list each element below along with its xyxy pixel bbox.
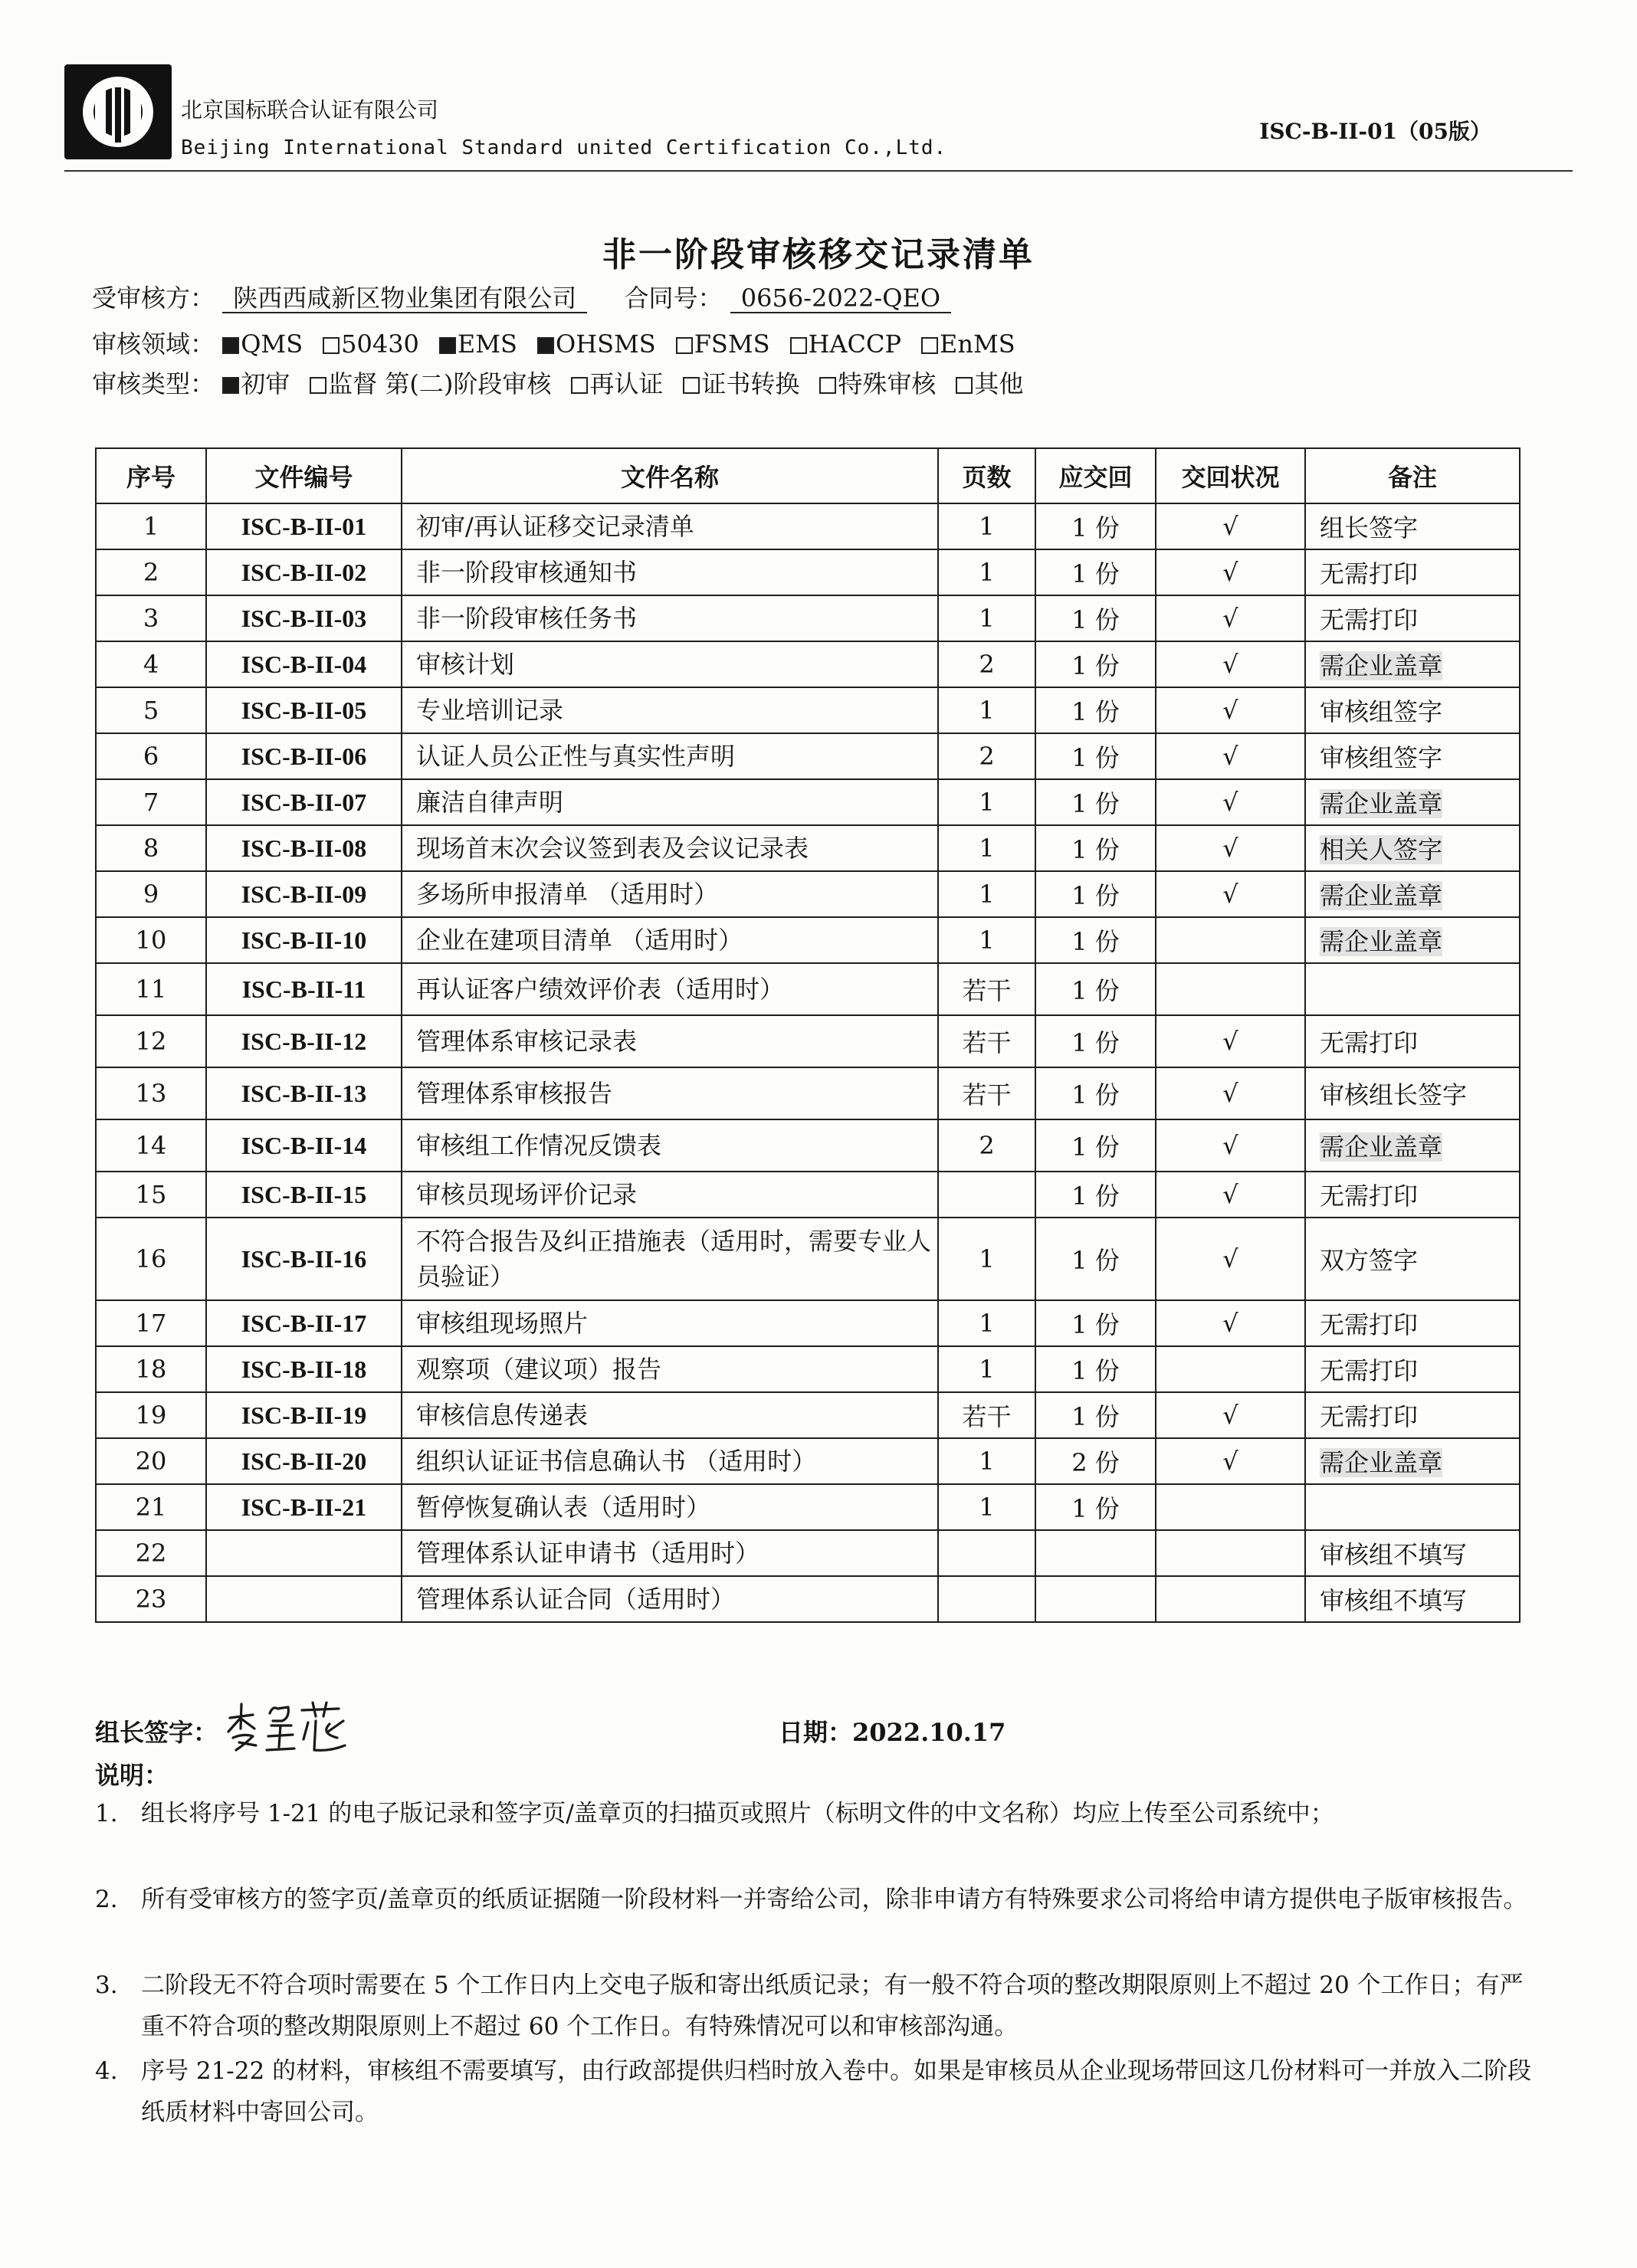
handwritten-signature bbox=[222, 1695, 360, 1756]
company-name-en: Beijing International Standard united Certification Co.,Ltd. bbox=[181, 136, 947, 159]
cell-note bbox=[1305, 1119, 1520, 1172]
cell-name: 观察项（建议项）报告 bbox=[402, 1346, 938, 1392]
audit-type-line bbox=[92, 365, 1043, 400]
audit-type-label: 审核类型： bbox=[92, 369, 215, 398]
cell-no: 7 bbox=[96, 779, 206, 825]
cell-note: 无需打印 bbox=[1305, 1300, 1520, 1346]
cell-copies: 1 份 bbox=[1035, 1484, 1156, 1530]
cell-name: 审核计划 bbox=[402, 641, 938, 687]
cell-no: 9 bbox=[96, 871, 206, 917]
audit-type-option-label: 初审 bbox=[241, 369, 290, 398]
cell-copies: 1 份 bbox=[1035, 1218, 1156, 1300]
cell-name: 廉洁自律声明 bbox=[402, 779, 938, 825]
cell-pages: 1 bbox=[938, 871, 1035, 917]
table-row bbox=[96, 1484, 1520, 1530]
cell-copies: 1 份 bbox=[1035, 549, 1156, 595]
cell-status: √ bbox=[1156, 871, 1305, 917]
cell-code: ISC-B-II-06 bbox=[206, 733, 402, 779]
cell-pages: 1 bbox=[938, 1300, 1035, 1346]
table-row bbox=[96, 1119, 1520, 1172]
cell-pages: 1 bbox=[938, 1218, 1035, 1300]
cell-code: ISC-B-II-11 bbox=[206, 963, 402, 1015]
cell-no: 12 bbox=[96, 1015, 206, 1067]
cell-name: 审核信息传递表 bbox=[402, 1392, 938, 1438]
note-text: 需企业盖章 bbox=[1320, 927, 1443, 956]
unchecked-box-icon[interactable] bbox=[683, 377, 700, 394]
note-text: 需企业盖章 bbox=[1320, 881, 1443, 910]
auditee-label: 受审核方： bbox=[92, 284, 215, 313]
cell-no: 18 bbox=[96, 1346, 206, 1392]
cell-name: 认证人员公正性与真实性声明 bbox=[402, 733, 938, 779]
cell-name: 管理体系审核记录表 bbox=[402, 1015, 938, 1067]
cell-code bbox=[206, 1576, 402, 1622]
cell-code: ISC-B-II-05 bbox=[206, 687, 402, 733]
cell-name: 不符合报告及纠正措施表（适用时，需要专业人员验证） bbox=[402, 1218, 938, 1300]
contract-value: 0656-2022-QEO bbox=[730, 285, 951, 313]
cell-code: ISC-B-II-01 bbox=[206, 503, 402, 549]
page-title: 非一阶段审核移交记录清单 bbox=[602, 235, 1035, 274]
cell-name: 再认证客户绩效评价表（适用时） bbox=[402, 963, 938, 1015]
cell-pages bbox=[938, 1576, 1035, 1622]
cell-status: √ bbox=[1156, 1119, 1305, 1172]
note-text: 需企业盖章 bbox=[1320, 1132, 1443, 1162]
cell-note bbox=[1305, 1484, 1520, 1530]
note-text: 相关人签字 bbox=[1320, 835, 1443, 864]
cell-code: ISC-B-II-08 bbox=[206, 825, 402, 871]
unchecked-box-icon[interactable] bbox=[310, 377, 326, 394]
cell-no: 17 bbox=[96, 1300, 206, 1346]
table-row bbox=[96, 733, 1520, 779]
cell-code: ISC-B-II-20 bbox=[206, 1438, 402, 1484]
audit-field-option-label: FSMS bbox=[694, 329, 770, 359]
table-row bbox=[96, 1300, 1520, 1346]
cell-pages: 1 bbox=[938, 1438, 1035, 1484]
cell-name: 管理体系审核报告 bbox=[402, 1067, 938, 1119]
table-row bbox=[96, 687, 1520, 733]
col-header-no: 序号 bbox=[96, 448, 206, 503]
date-line bbox=[779, 1713, 1005, 1749]
table-row bbox=[96, 825, 1520, 871]
col-header-copies: 应交回 bbox=[1035, 448, 1156, 503]
table-body bbox=[96, 503, 1520, 1622]
audit-field-option bbox=[222, 329, 303, 359]
cell-status bbox=[1156, 1530, 1305, 1576]
cell-pages: 1 bbox=[938, 549, 1035, 595]
audit-field-option-label: EMS bbox=[457, 329, 517, 359]
cell-pages: 1 bbox=[938, 825, 1035, 871]
cell-pages: 2 bbox=[938, 641, 1035, 687]
cell-note: 审核组签字 bbox=[1305, 687, 1520, 733]
note-number: 3. bbox=[95, 1971, 118, 1999]
note-number: 4. bbox=[95, 2057, 118, 2085]
cell-status bbox=[1156, 917, 1305, 963]
cell-note bbox=[1305, 779, 1520, 825]
cell-note: 审核组签字 bbox=[1305, 733, 1520, 779]
cell-no: 8 bbox=[96, 825, 206, 871]
cell-no: 23 bbox=[96, 1576, 206, 1622]
cell-no: 5 bbox=[96, 687, 206, 733]
cell-code: ISC-B-II-09 bbox=[206, 871, 402, 917]
cell-no: 11 bbox=[96, 963, 206, 1015]
cell-code: ISC-B-II-15 bbox=[206, 1172, 402, 1218]
cell-note: 无需打印 bbox=[1305, 1172, 1520, 1218]
audit-field-option-label: QMS bbox=[241, 329, 303, 359]
note-item bbox=[95, 1965, 1533, 2047]
cell-pages: 1 bbox=[938, 1346, 1035, 1392]
col-header-note: 备注 bbox=[1305, 448, 1520, 503]
cell-note: 无需打印 bbox=[1305, 1015, 1520, 1067]
cell-name: 管理体系认证合同（适用时） bbox=[402, 1576, 938, 1622]
cell-copies: 1 份 bbox=[1035, 1067, 1156, 1119]
cell-name: 企业在建项目清单 （适用时） bbox=[402, 917, 938, 963]
note-item bbox=[95, 1879, 1533, 1920]
cell-pages: 1 bbox=[938, 503, 1035, 549]
auditee-value: 陕西西咸新区物业集团有限公司 bbox=[222, 285, 587, 313]
table-row bbox=[96, 595, 1520, 641]
cell-pages: 2 bbox=[938, 1119, 1035, 1172]
cell-no: 15 bbox=[96, 1172, 206, 1218]
cell-status bbox=[1156, 1576, 1305, 1622]
date-value: 2022.10.17 bbox=[852, 1718, 1006, 1747]
cell-no: 4 bbox=[96, 641, 206, 687]
cell-status: √ bbox=[1156, 1172, 1305, 1218]
cell-name: 专业培训记录 bbox=[402, 687, 938, 733]
cell-copies: 1 份 bbox=[1035, 779, 1156, 825]
cell-note: 无需打印 bbox=[1305, 549, 1520, 595]
cell-status bbox=[1156, 963, 1305, 1015]
cell-status: √ bbox=[1156, 1067, 1305, 1119]
cell-copies: 1 份 bbox=[1035, 1172, 1156, 1218]
cell-no: 20 bbox=[96, 1438, 206, 1484]
table-row bbox=[96, 503, 1520, 549]
note-text: 需企业盖章 bbox=[1320, 651, 1443, 680]
cell-status bbox=[1156, 1484, 1305, 1530]
cell-copies: 1 份 bbox=[1035, 963, 1156, 1015]
audit-type-option-label: 特殊审核 bbox=[838, 369, 937, 398]
audit-type-option-label: 证书转换 bbox=[701, 369, 800, 398]
cell-copies: 1 份 bbox=[1035, 733, 1156, 779]
cell-no: 2 bbox=[96, 549, 206, 595]
document-code: ISC-B-II-01（05版） bbox=[1259, 119, 1491, 144]
cell-pages: 1 bbox=[938, 595, 1035, 641]
audit-type-option bbox=[222, 369, 290, 398]
cell-code: ISC-B-II-13 bbox=[206, 1067, 402, 1119]
cell-no: 14 bbox=[96, 1119, 206, 1172]
cell-pages: 若干 bbox=[938, 1067, 1035, 1119]
cell-note bbox=[1305, 871, 1520, 917]
cell-name: 非一阶段审核任务书 bbox=[402, 595, 938, 641]
audit-type-options bbox=[222, 369, 1043, 398]
cell-copies bbox=[1035, 1576, 1156, 1622]
note-text: 需企业盖章 bbox=[1320, 789, 1443, 818]
header-divider bbox=[64, 170, 1573, 172]
cell-name: 初审/再认证移交记录清单 bbox=[402, 503, 938, 549]
table-row bbox=[96, 917, 1520, 963]
unchecked-box-icon[interactable] bbox=[819, 377, 836, 394]
date-label: 日期： bbox=[779, 1718, 853, 1747]
cell-status: √ bbox=[1156, 1438, 1305, 1484]
cell-pages: 若干 bbox=[938, 1015, 1035, 1067]
table-row bbox=[96, 1346, 1520, 1392]
unchecked-box-icon[interactable] bbox=[956, 377, 973, 394]
table-row bbox=[96, 1392, 1520, 1438]
cell-status: √ bbox=[1156, 1218, 1305, 1300]
audit-field-option bbox=[537, 329, 656, 359]
note-item bbox=[95, 2050, 1533, 2133]
cell-note: 审核组不填写 bbox=[1305, 1530, 1520, 1576]
col-header-status: 交回状况 bbox=[1156, 448, 1305, 503]
cell-pages: 1 bbox=[938, 687, 1035, 733]
audit-field-option bbox=[323, 329, 419, 359]
cell-status: √ bbox=[1156, 1300, 1305, 1346]
table-row bbox=[96, 1576, 1520, 1622]
unchecked-box-icon[interactable] bbox=[323, 337, 340, 354]
cell-note bbox=[1305, 917, 1520, 963]
cell-copies: 1 份 bbox=[1035, 825, 1156, 871]
cell-note: 双方签字 bbox=[1305, 1218, 1520, 1300]
audit-type-option-label: 监督 第(二)阶段审核 bbox=[328, 369, 552, 398]
audit-field-line bbox=[92, 325, 1035, 360]
audit-field-option bbox=[790, 329, 902, 359]
cell-name: 现场首末次会议签到表及会议记录表 bbox=[402, 825, 938, 871]
col-header-code: 文件编号 bbox=[206, 448, 402, 503]
cell-copies: 2 份 bbox=[1035, 1438, 1156, 1484]
cell-status: √ bbox=[1156, 503, 1305, 549]
checked-box-icon[interactable] bbox=[222, 337, 239, 354]
cell-code bbox=[206, 1530, 402, 1576]
cell-note bbox=[1305, 963, 1520, 1015]
table-row bbox=[96, 1530, 1520, 1576]
cell-note bbox=[1305, 1438, 1520, 1484]
notes-heading: 说明： bbox=[95, 1761, 169, 1790]
cell-copies: 1 份 bbox=[1035, 687, 1156, 733]
cell-status: √ bbox=[1156, 549, 1305, 595]
audit-field-option-label: HACCP bbox=[808, 329, 902, 359]
table-row bbox=[96, 641, 1520, 687]
cell-code: ISC-B-II-04 bbox=[206, 641, 402, 687]
cell-copies: 1 份 bbox=[1035, 1346, 1156, 1392]
cell-code: ISC-B-II-07 bbox=[206, 779, 402, 825]
audit-type-option bbox=[819, 369, 936, 398]
table-row bbox=[96, 1218, 1520, 1300]
cell-pages bbox=[938, 1530, 1035, 1576]
note-text: 所有受审核方的签字页/盖章页的纸质证据随一阶段材料一并寄给公司，除非申请方有特殊要求公司将给申请方提供电子版审核报告。 bbox=[141, 1886, 1527, 1913]
cell-pages: 1 bbox=[938, 1484, 1035, 1530]
cell-copies: 1 份 bbox=[1035, 917, 1156, 963]
cell-pages bbox=[938, 1172, 1035, 1218]
cell-status: √ bbox=[1156, 1015, 1305, 1067]
table-row bbox=[96, 1015, 1520, 1067]
audit-field-option-label: 50430 bbox=[341, 329, 419, 359]
cell-no: 13 bbox=[96, 1067, 206, 1119]
unchecked-box-icon[interactable] bbox=[921, 337, 938, 354]
table-row bbox=[96, 549, 1520, 595]
audit-type-option bbox=[683, 369, 799, 398]
note-item bbox=[95, 1793, 1533, 1834]
cell-note: 无需打印 bbox=[1305, 595, 1520, 641]
checked-box-icon[interactable] bbox=[222, 377, 239, 394]
cell-status: √ bbox=[1156, 687, 1305, 733]
cell-code: ISC-B-II-16 bbox=[206, 1218, 402, 1300]
audit-field-option-label: OHSMS bbox=[555, 329, 656, 359]
cell-name: 组织认证证书信息确认书 （适用时） bbox=[402, 1438, 938, 1484]
note-number: 1. bbox=[95, 1800, 118, 1827]
transfer-record-table bbox=[95, 447, 1521, 1623]
leader-signature-label: 组长签字： bbox=[95, 1718, 218, 1747]
cell-status: √ bbox=[1156, 733, 1305, 779]
cell-code: ISC-B-II-10 bbox=[206, 917, 402, 963]
note-text: 需企业盖章 bbox=[1320, 1448, 1443, 1477]
cell-name: 暂停恢复确认表（适用时） bbox=[402, 1484, 938, 1530]
audit-field-option bbox=[676, 329, 770, 359]
cell-pages: 2 bbox=[938, 733, 1035, 779]
audit-field-option bbox=[439, 329, 517, 359]
cell-name: 非一阶段审核通知书 bbox=[402, 549, 938, 595]
audit-field-option-label: EnMS bbox=[940, 329, 1015, 359]
cell-copies: 1 份 bbox=[1035, 1392, 1156, 1438]
cell-note: 组长签字 bbox=[1305, 503, 1520, 549]
cell-name: 审核员现场评价记录 bbox=[402, 1172, 938, 1218]
cell-pages: 若干 bbox=[938, 963, 1035, 1015]
col-header-pages: 页数 bbox=[938, 448, 1035, 503]
cell-name: 审核组现场照片 bbox=[402, 1300, 938, 1346]
checked-box-icon[interactable] bbox=[439, 337, 456, 354]
table-row bbox=[96, 1172, 1520, 1218]
audit-type-option-label: 其他 bbox=[974, 369, 1024, 398]
cell-status: √ bbox=[1156, 1392, 1305, 1438]
unchecked-box-icon[interactable] bbox=[571, 377, 588, 394]
note-text: 组长将序号 1-21 的电子版记录和签字页/盖章页的扫描页或照片（标明文件的中文名称）均应上传至公司系统中； bbox=[141, 1800, 1334, 1827]
auditee-line bbox=[92, 279, 951, 314]
cell-code: ISC-B-II-17 bbox=[206, 1300, 402, 1346]
col-header-name: 文件名称 bbox=[402, 448, 938, 503]
cell-pages: 1 bbox=[938, 917, 1035, 963]
cell-no: 21 bbox=[96, 1484, 206, 1530]
cell-status: √ bbox=[1156, 595, 1305, 641]
cell-code: ISC-B-II-21 bbox=[206, 1484, 402, 1530]
cell-no: 6 bbox=[96, 733, 206, 779]
cell-status: √ bbox=[1156, 779, 1305, 825]
contract-label: 合同号： bbox=[624, 284, 723, 313]
cell-note bbox=[1305, 825, 1520, 871]
cell-copies: 1 份 bbox=[1035, 1119, 1156, 1172]
unchecked-box-icon[interactable] bbox=[790, 337, 807, 354]
audit-type-option-label: 再认证 bbox=[589, 369, 664, 398]
note-text: 序号 21-22 的材料，审核组不需要填写，由行政部提供归档时放入卷中。如果是审核员从企业现场带回这几份材料可一并放入二阶段纸质材料中寄回公司。 bbox=[141, 2057, 1532, 2126]
table-row bbox=[96, 963, 1520, 1015]
cell-copies: 1 份 bbox=[1035, 871, 1156, 917]
cell-code: ISC-B-II-12 bbox=[206, 1015, 402, 1067]
unchecked-box-icon[interactable] bbox=[676, 337, 693, 354]
cell-no: 1 bbox=[96, 503, 206, 549]
cell-copies: 1 份 bbox=[1035, 641, 1156, 687]
audit-field-options bbox=[222, 329, 1035, 359]
cell-status bbox=[1156, 1346, 1305, 1392]
cell-name: 多场所申报清单 （适用时） bbox=[402, 871, 938, 917]
company-name-cn: 北京国标联合认证有限公司 bbox=[181, 97, 439, 123]
cell-note: 无需打印 bbox=[1305, 1392, 1520, 1438]
table-header-row bbox=[96, 448, 1520, 503]
note-number: 2. bbox=[95, 1886, 118, 1913]
cell-pages: 1 bbox=[938, 779, 1035, 825]
audit-type-option bbox=[571, 369, 663, 398]
cell-code: ISC-B-II-19 bbox=[206, 1392, 402, 1438]
cell-copies bbox=[1035, 1530, 1156, 1576]
cell-copies: 1 份 bbox=[1035, 1015, 1156, 1067]
cell-code: ISC-B-II-03 bbox=[206, 595, 402, 641]
table-row bbox=[96, 1067, 1520, 1119]
table-row bbox=[96, 1438, 1520, 1484]
cell-note: 审核组长签字 bbox=[1305, 1067, 1520, 1119]
cell-code: ISC-B-II-14 bbox=[206, 1119, 402, 1172]
audit-type-option bbox=[956, 369, 1023, 398]
table-row bbox=[96, 871, 1520, 917]
cell-status: √ bbox=[1156, 825, 1305, 871]
cell-no: 19 bbox=[96, 1392, 206, 1438]
company-logo-icon bbox=[61, 61, 175, 162]
cell-no: 22 bbox=[96, 1530, 206, 1576]
cell-no: 16 bbox=[96, 1218, 206, 1300]
note-text: 二阶段无不符合项时需要在 5 个工作日内上交电子版和寄出纸质记录；有一般不符合项的整改期限原则上不超过 20 个工作日；有严重不符合项的整改期限原则上不超过 60 个工作日。有特殊情况可以和审核部沟通。 bbox=[141, 1971, 1524, 2040]
cell-code: ISC-B-II-18 bbox=[206, 1346, 402, 1392]
audit-type-option bbox=[310, 369, 551, 398]
cell-name: 审核组工作情况反馈表 bbox=[402, 1119, 938, 1172]
checked-box-icon[interactable] bbox=[537, 337, 554, 354]
cell-note: 无需打印 bbox=[1305, 1346, 1520, 1392]
cell-copies: 1 份 bbox=[1035, 1300, 1156, 1346]
cell-pages: 若干 bbox=[938, 1392, 1035, 1438]
audit-field-option bbox=[921, 329, 1015, 359]
cell-no: 10 bbox=[96, 917, 206, 963]
cell-note: 审核组不填写 bbox=[1305, 1576, 1520, 1622]
table-row bbox=[96, 779, 1520, 825]
cell-note bbox=[1305, 641, 1520, 687]
cell-status: √ bbox=[1156, 641, 1305, 687]
cell-name: 管理体系认证申请书（适用时） bbox=[402, 1530, 938, 1576]
cell-copies: 1 份 bbox=[1035, 595, 1156, 641]
cell-copies: 1 份 bbox=[1035, 503, 1156, 549]
cell-no: 3 bbox=[96, 595, 206, 641]
cell-code: ISC-B-II-02 bbox=[206, 549, 402, 595]
audit-field-label: 审核领域： bbox=[92, 329, 215, 359]
